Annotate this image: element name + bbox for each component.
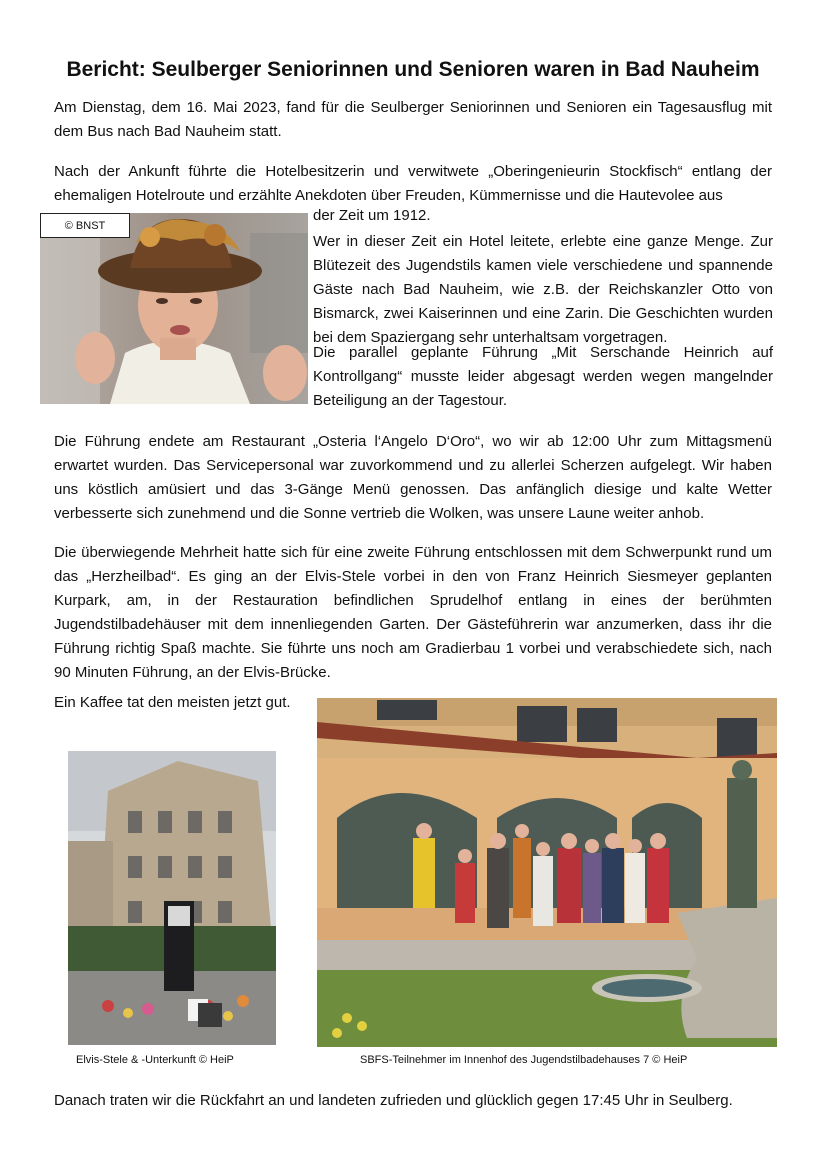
caption-elvis-stele: Elvis-Stele & -Unterkunft © HeiP <box>76 1054 234 1066</box>
hotel-paragraph: Wer in dieser Zeit ein Hotel leitete, erlebte eine ganze Menge. Zur Blütezeit des Jugendstils kamen viele verschiedene und spannende Gäste nach Bad Nauheim, wie z.B. der Reichskanzler Otto von Bismarck, zwei Kaiserinnen und eine Zarin. Die Geschichten wurden bei dem Spaziergang sehr unterhaltsam vorgetragen. <box>313 233 773 346</box>
elvis-stele-photo <box>68 751 276 1045</box>
coffee-sentence: Ein Kaffee tat den meisten jetzt gut. <box>54 694 291 711</box>
arrival-paragraph-end: der Zeit um 1912. <box>313 207 431 224</box>
closing-sentence: Danach traten wir die Rückfahrt an und landeten zufrieden und glücklich gegen 17:45 Uhr in Seulberg. <box>54 1092 733 1109</box>
intro-paragraph: Am Dienstag, dem 16. Mai 2023, fand für die Seulberger Seniorinnen und Senioren ein Tagesausflug mit dem Bus nach Bad Nauheim statt. <box>54 99 772 140</box>
photo-credit-bnst: © BNST <box>40 213 130 238</box>
page-title: Bericht: Seulberger Seniorinnen und Senioren waren in Bad Nauheim <box>66 58 760 81</box>
cancelled-tour-paragraph: Die parallel geplante Führung „Mit Serschande Heinrich auf Kontrollgang“ musste leider abgesagt werden wegen mangelnder Beteiligung an der Tagestour. <box>313 344 773 409</box>
restaurant-paragraph: Die Führung endete am Restaurant „Osteria l‘Angelo D‘Oro“, wo wir ab 12:00 Uhr zum Mittagsmenü erwartet wurden. Das Servicepersonal war zuvorkommend und zu allerlei Scherzen aufgelegt. Wir haben uns köstlich amüsiert und das 3-Gänge Menü genossen. Das anfänglich diesige und kalte Wetter verbesserte sich zunehmend und die Sonne vertrieb die Wolken, was unsere Laune weiter anhob. <box>54 433 772 522</box>
arrival-paragraph: Nach der Ankunft führte die Hotelbesitzerin und verwitwete „Oberingenieurin Stockfisch“ entlang der ehemaligen Hotelroute und erzählte Anekdoten über Freuden, Kümmernisse und die Hautevolee aus <box>54 163 772 204</box>
group-courtyard-photo <box>317 698 777 1047</box>
guide-photo <box>40 213 308 404</box>
caption-group-photo: SBFS-Teilnehmer im Innenhof des Jugendstilbadehauses 7 © HeiP <box>360 1054 688 1066</box>
second-tour-paragraph: Die überwiegende Mehrheit hatte sich für eine zweite Führung entschlossen mit dem Schwerpunkt rund um das „Herzheilbad“. Es ging an der Elvis-Stele vorbei in den von Franz Heinrich Siesmeyer geplanten Kurpark, am, in der Restauration befindlichen Sprudelhof entlang in eines der berühmten Jugendstilbadehäuser mit dem innenliegenden Garten. Der Gästeführerin war anzumerken, dass ihr die Führung richtig Spaß machte. Sie führte uns noch am Gradierbau 1 vorbei und verabschiedete sich, nach 90 Minuten Führung, an der Elvis-Brücke. <box>54 544 772 681</box>
